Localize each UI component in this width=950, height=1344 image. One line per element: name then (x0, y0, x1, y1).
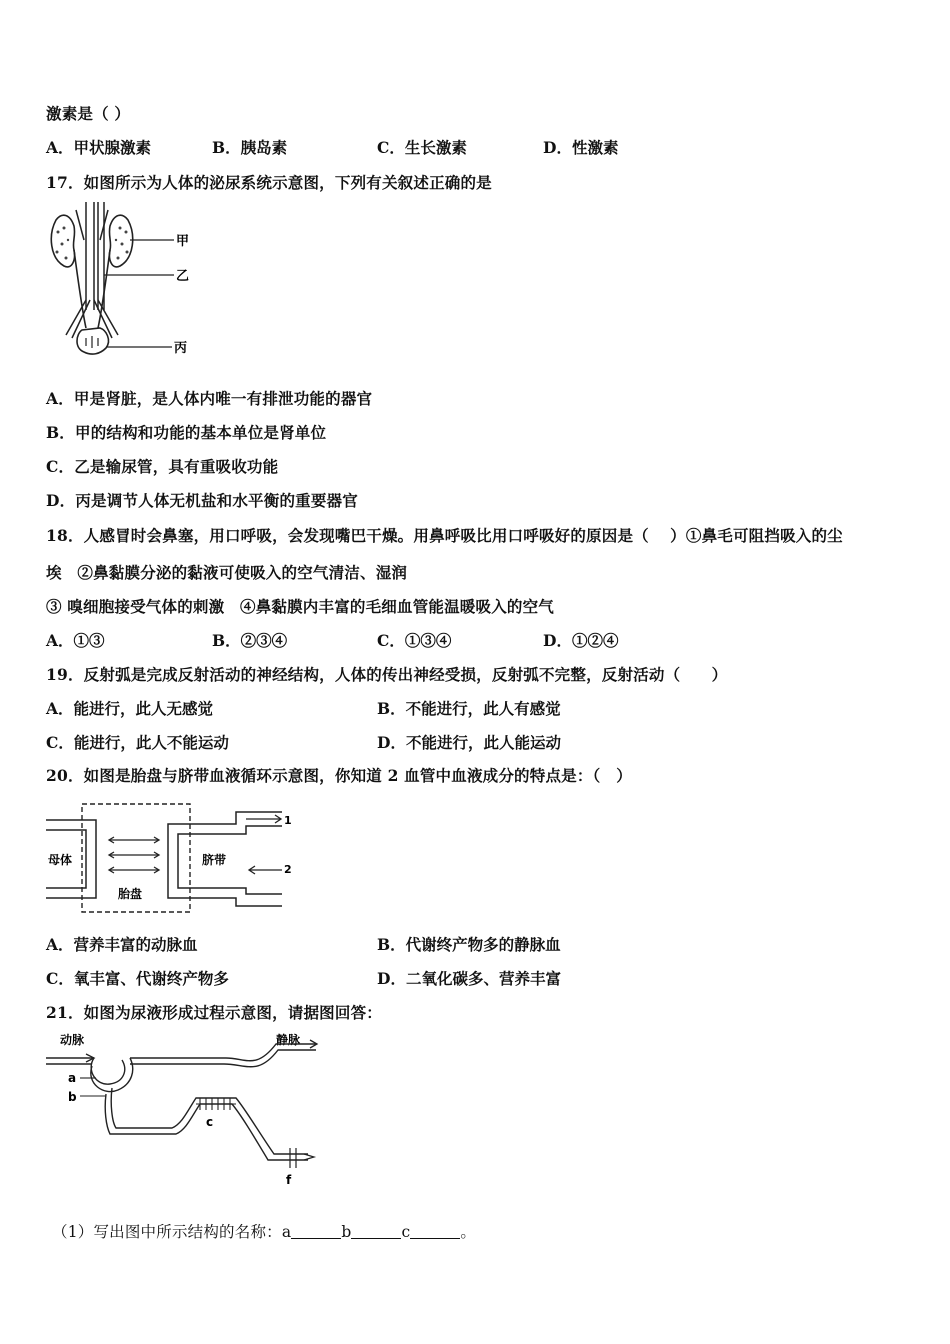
label-b: b (68, 1090, 77, 1104)
q17-option-a: A．甲是肾脏，是人体内唯一有排泄功能的器官 (46, 389, 373, 408)
label-2: 2 (284, 863, 292, 876)
q20-option-a: A．营养丰富的动脉血 (46, 935, 198, 954)
blank-a[interactable] (291, 1224, 341, 1239)
label-artery: 动脉 (60, 1033, 85, 1047)
q21-sub1-end: 。 (460, 1223, 477, 1241)
q18-option-d: D．①②④ (543, 631, 619, 650)
q21-sub1 (52, 1220, 476, 1242)
blank-c[interactable] (410, 1224, 460, 1239)
q18-stem-line2: 埃 ②鼻黏膜分泌的黏液可使吸入的空气清洁、湿润 (46, 563, 408, 582)
q20-stem: 20．如图是胎盘与脐带血液循环示意图，你知道 2 血管中血液成分的特点是：（ ） (46, 766, 632, 785)
q17-stem: 17．如图所示为人体的泌尿系统示意图，下列有关叙述正确的是 (46, 173, 492, 192)
q19-option-d: D．不能进行，此人能运动 (377, 733, 561, 752)
q16-option-b: B．胰岛素 (212, 138, 288, 157)
urinary-system-figure (46, 200, 196, 365)
label-jia: 甲 (176, 234, 190, 249)
q18-option-a: A．①③ (46, 631, 105, 650)
label-c: c (206, 1115, 214, 1129)
q18-stem-line1: 18．人感冒时会鼻塞，用口呼吸，会发现嘴巴干燥。用鼻呼吸比用口呼吸好的原因是（ ）①鼻毛可阻挡吸入的尘 (46, 526, 843, 545)
q21-sub1-prefix: （1）写出图中所示结构的名称： (52, 1223, 282, 1241)
q16-stem-tail: 激素是（ ） (46, 104, 131, 123)
label-vein: 静脉 (276, 1033, 301, 1047)
label-mother: 母体 (48, 853, 73, 867)
q19-option-c: C．能进行，此人不能运动 (46, 733, 229, 752)
blank-b[interactable] (351, 1224, 401, 1239)
blank-b-label: b (341, 1223, 352, 1241)
q17-option-c: C．乙是输尿管，具有重吸收功能 (46, 457, 279, 476)
q19-stem: 19．反射弧是完成反射活动的神经结构，人体的传出神经受损，反射弧不完整，反射活动（ ） (46, 665, 728, 684)
label-1: 1 (284, 814, 292, 827)
label-a: a (68, 1071, 77, 1085)
q21-stem: 21．如图为尿液形成过程示意图，请据图回答： (46, 1003, 382, 1022)
urine-formation-figure (46, 1030, 326, 1190)
q19-option-a: A．能进行，此人无感觉 (46, 699, 214, 718)
q20-option-b: B．代谢终产物多的静脉血 (377, 935, 561, 954)
label-yi: 乙 (176, 269, 190, 284)
q18-option-b: B．②③④ (212, 631, 288, 650)
q16-option-c: C．生长激素 (377, 138, 467, 157)
blank-a-label: a (281, 1223, 292, 1241)
q18-stem-line3: ③ 嗅细胞接受气体的刺激 ④鼻黏膜内丰富的毛细血管能温暖吸入的空气 (46, 597, 554, 616)
q18-option-c: C．①③④ (377, 631, 452, 650)
placenta-figure (46, 802, 296, 917)
q16-option-d: D．性激素 (543, 138, 619, 157)
blank-c-label: c (401, 1223, 411, 1241)
label-cord: 脐带 (202, 853, 227, 867)
q17-option-b: B．甲的结构和功能的基本单位是肾单位 (46, 423, 327, 442)
label-placenta: 胎盘 (118, 887, 143, 901)
label-f: f (286, 1173, 292, 1187)
q20-option-c: C．氧丰富、代谢终产物多 (46, 969, 229, 988)
q16-option-a: A．甲状腺激素 (46, 138, 152, 157)
label-bing: 丙 (174, 341, 188, 356)
q20-option-d: D．二氧化碳多、营养丰富 (377, 969, 561, 988)
q17-option-d: D．丙是调节人体无机盐和水平衡的重要器官 (46, 491, 358, 510)
q19-option-b: B．不能进行，此人有感觉 (377, 699, 561, 718)
